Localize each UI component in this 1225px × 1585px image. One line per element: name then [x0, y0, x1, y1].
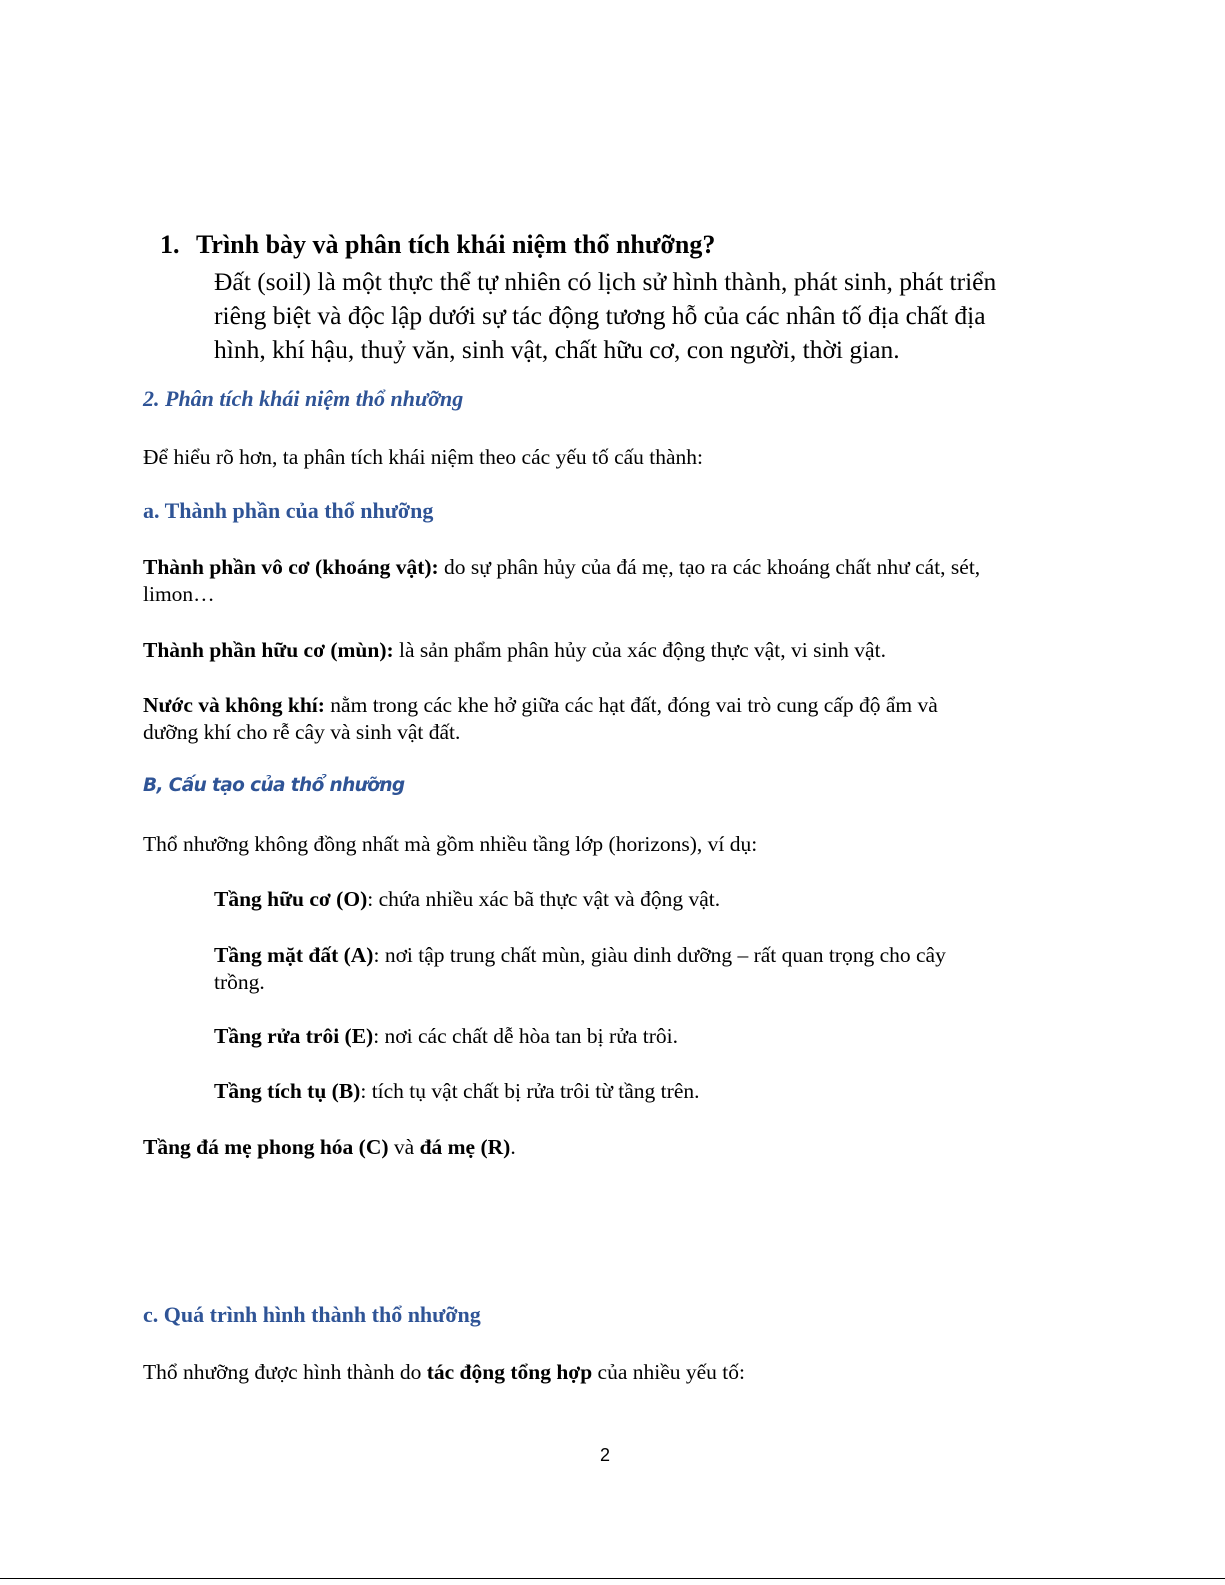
layer-b-label: Tầng tích tụ (B)	[214, 1079, 361, 1103]
section-c-heading: c. Quá trình hình thành thổ nhưỡng	[143, 1302, 481, 1327]
answer-line: Đất (soil) là một thực thể tự nhiên có lịch sử hình thành, phát sinh, phát triển	[214, 267, 997, 296]
water-air-label: Nước và không khí:	[143, 693, 325, 717]
section-c-intro	[143, 1359, 745, 1386]
layer-a-paragraph	[214, 942, 946, 996]
layer-a-label: Tầng mặt đất (A)	[214, 943, 374, 967]
question-title	[160, 230, 715, 260]
section-c-intro-post: của nhiều yếu tố:	[592, 1360, 745, 1384]
answer-line: hình, khí hậu, thuỷ văn, sinh vật, chất hữu cơ, con người, thời gian.	[214, 335, 900, 364]
section-a-heading: a. Thành phần của thổ nhưỡng	[143, 498, 434, 523]
layer-e-text: : nơi các chất dễ hòa tan bị rửa trôi.	[373, 1024, 678, 1048]
layer-o-label: Tầng hữu cơ (O)	[214, 887, 368, 911]
question-answer	[214, 265, 1094, 367]
organic-component-text: là sản phẩm phân hủy của xác động thực vật, vi sinh vật.	[393, 638, 886, 662]
layer-a-text: : nơi tập trung chất mùn, giàu dinh dưỡng – rất quan trọng cho cây	[373, 943, 946, 967]
inorganic-component-paragraph	[143, 554, 980, 608]
section-2-heading: 2. Phân tích khái niệm thổ nhưỡng	[143, 386, 464, 411]
layer-c-label: Tầng đá mẹ phong hóa (C)	[143, 1135, 389, 1159]
layer-o-text: : chứa nhiều xác bã thực vật và động vật.	[367, 887, 721, 911]
section-2-intro: Để hiểu rõ hơn, ta phân tích khái niệm theo các yếu tố cấu thành:	[143, 445, 704, 469]
layer-o-paragraph	[214, 886, 720, 913]
layer-e-label: Tầng rửa trôi (E)	[214, 1024, 374, 1048]
layer-a-text-cont: trồng.	[214, 970, 265, 994]
layer-b-text: : tích tụ vật chất bị rửa trôi từ tầng trên.	[360, 1079, 700, 1103]
section-c-intro-bold: tác động tổng hợp	[426, 1360, 593, 1384]
inorganic-component-text-cont: limon…	[143, 582, 215, 606]
inorganic-component-text: do sự phân hủy của đá mẹ, tạo ra các khoáng chất như cát, sét,	[438, 555, 981, 579]
layer-r-label: đá mẹ (R)	[419, 1135, 511, 1159]
layer-b-paragraph	[214, 1078, 699, 1105]
section-c-intro-pre: Thổ nhưỡng được hình thành do	[143, 1360, 427, 1384]
section-b-intro: Thổ nhưỡng không đồng nhất mà gồm nhiều tầng lớp (horizons), ví dụ:	[143, 832, 758, 856]
layer-end-punct: .	[510, 1135, 516, 1159]
layer-e-paragraph	[214, 1023, 678, 1050]
water-air-text: nằm trong các khe hở giữa các hạt đất, đóng vai trò cung cấp độ ẩm và	[324, 693, 938, 717]
answer-line: riêng biệt và độc lập dưới sự tác động tương hỗ của các nhân tố địa chất địa	[214, 301, 986, 330]
water-air-paragraph	[143, 692, 938, 746]
water-air-text-cont: dưỡng khí cho rễ cây và sinh vật đất.	[143, 720, 461, 744]
question-title-text: Trình bày và phân tích khái niệm thổ nhưỡng?	[196, 230, 716, 259]
page-number: 2	[599, 1445, 610, 1465]
organic-component-label: Thành phần hữu cơ (mùn):	[143, 638, 394, 662]
layer-connector: và	[388, 1135, 420, 1159]
layer-c-r-paragraph	[143, 1134, 516, 1161]
question-number: 1.	[160, 230, 180, 259]
inorganic-component-label: Thành phần vô cơ (khoáng vật):	[143, 555, 439, 579]
section-b-heading: B, Cấu tạo của thổ nhưỡng	[143, 775, 405, 796]
organic-component-paragraph	[143, 637, 886, 664]
